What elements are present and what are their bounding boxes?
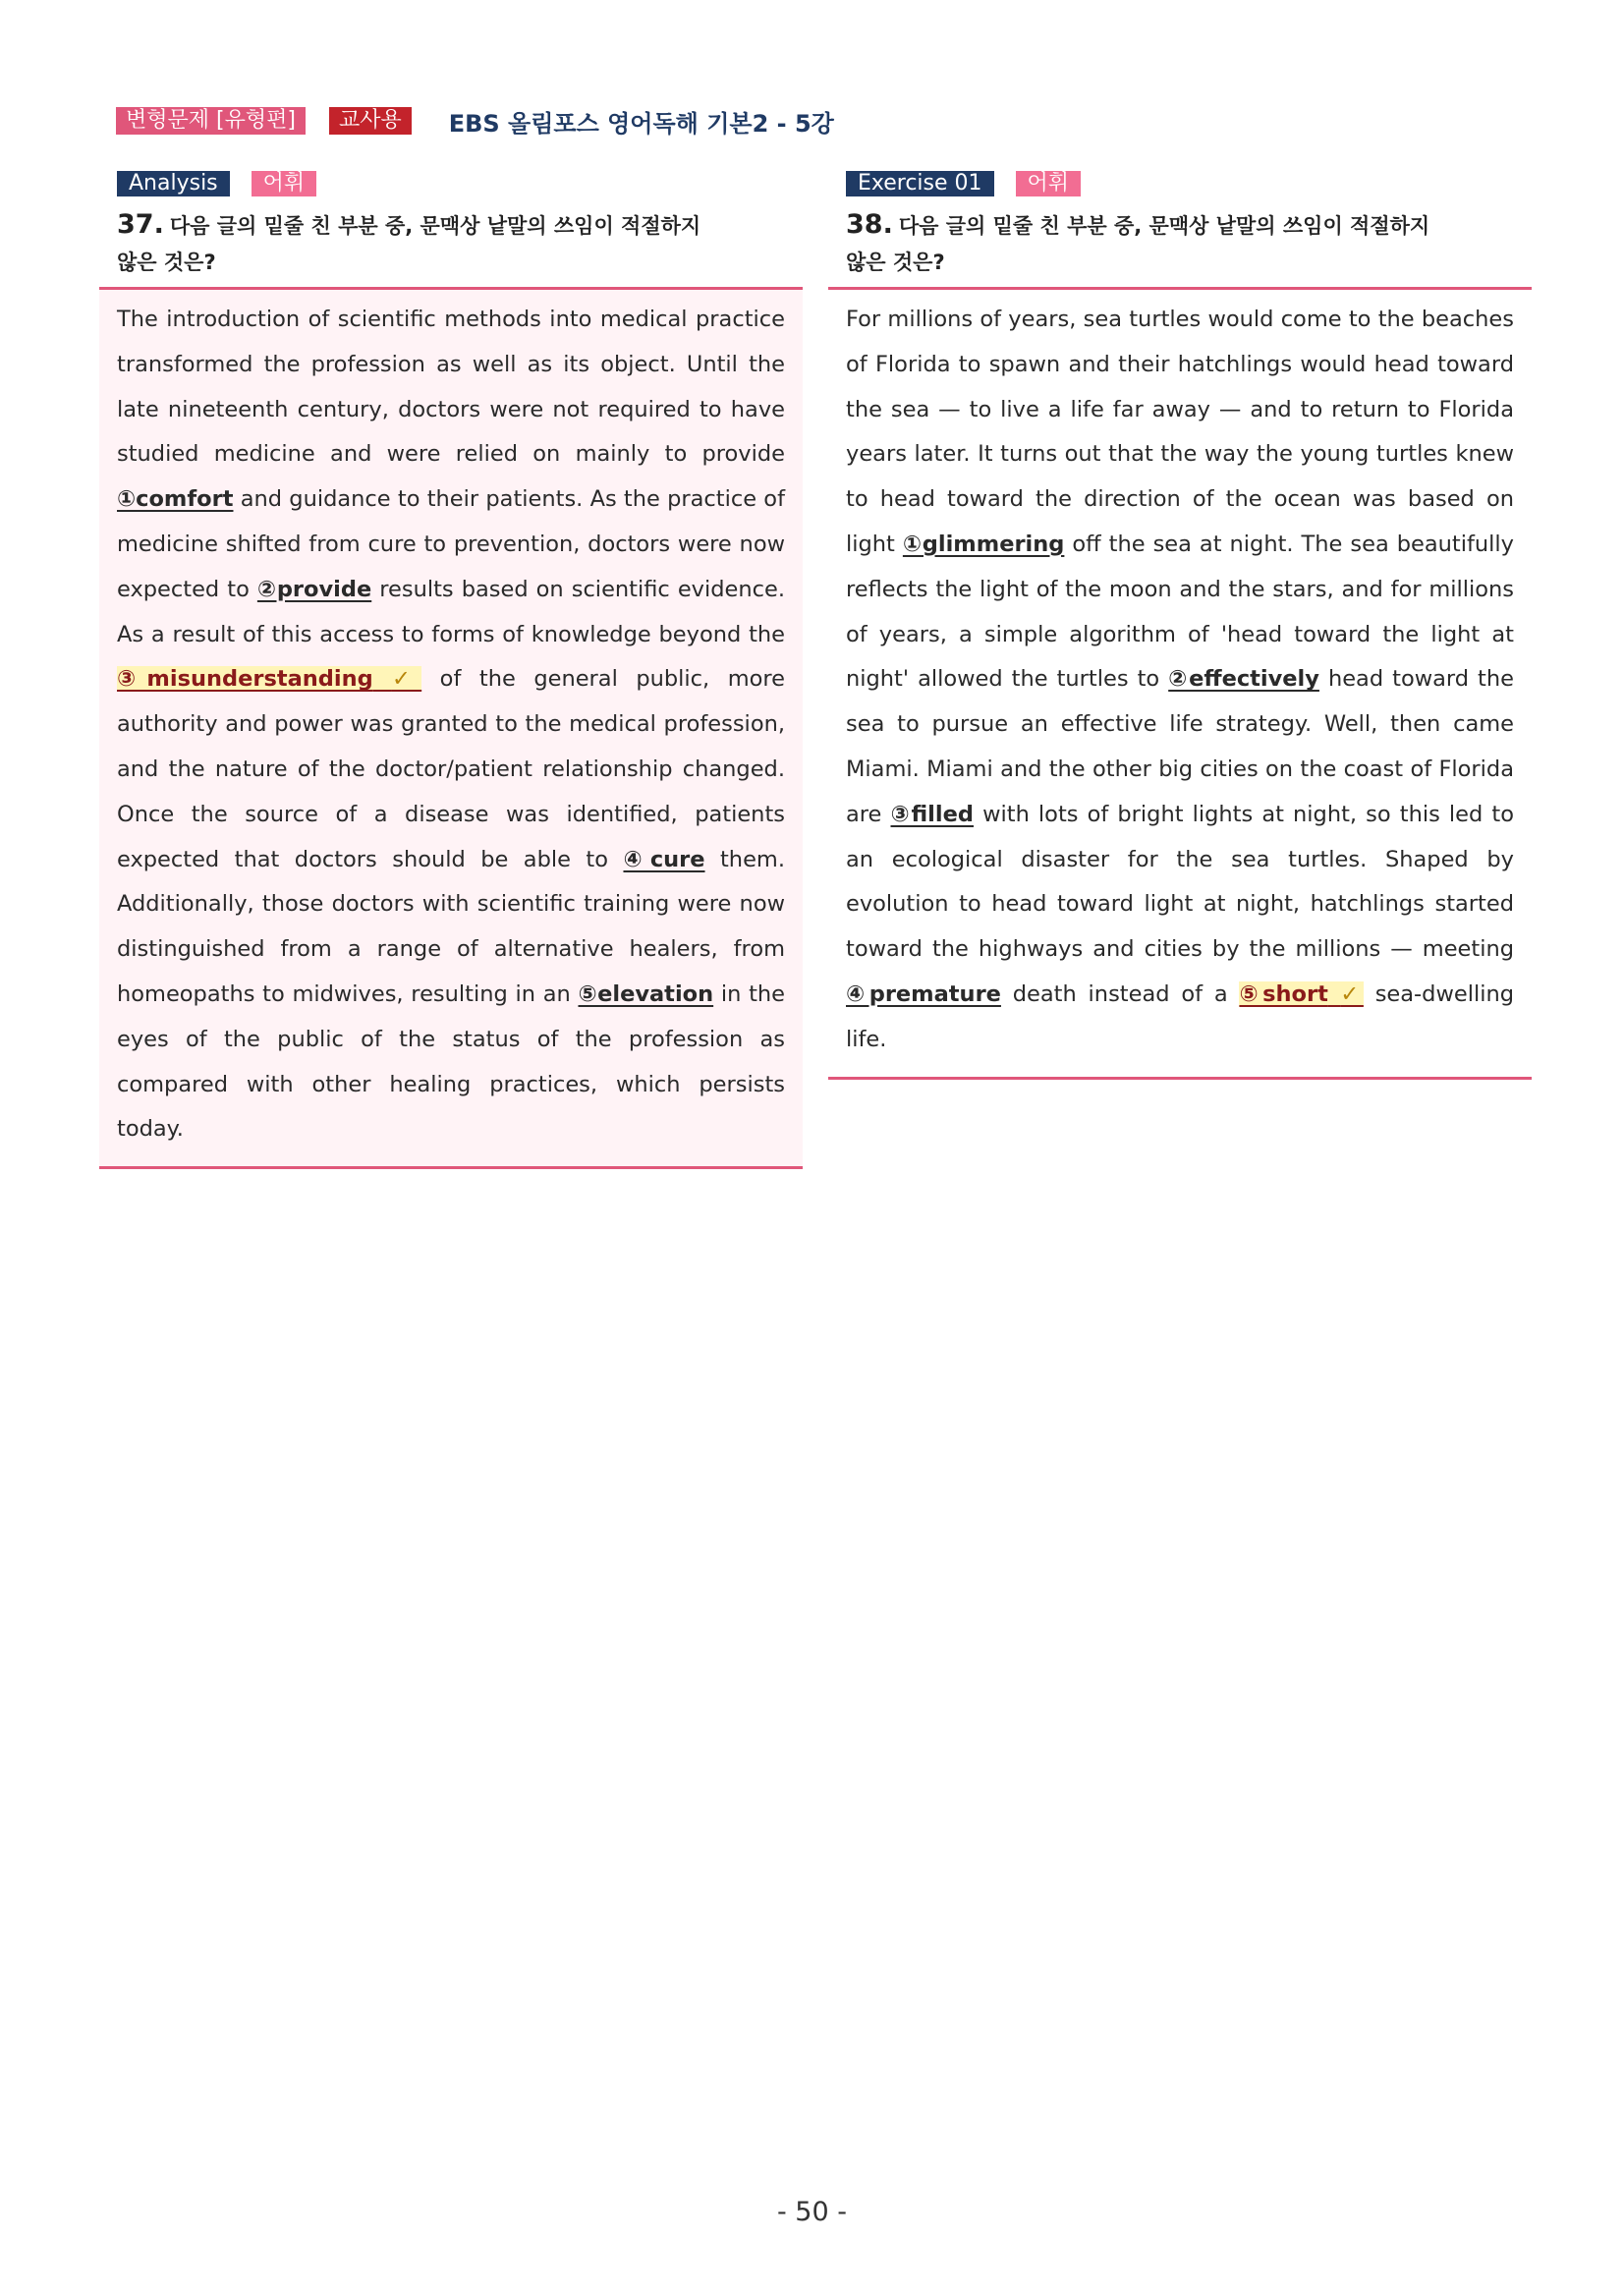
page-header	[116, 106, 834, 136]
choice-2: ②effectively	[1168, 666, 1319, 693]
passage-text: head toward the sea to pursue an effective life strategy. Well, then came Miami. Miami and the other big cities on the coast of Florida are	[846, 666, 1514, 827]
choice-3: ③misunderstanding	[117, 666, 373, 693]
left-column	[99, 169, 803, 1169]
passage-text: death instead of a	[1000, 980, 1240, 1007]
page-number: - 50 -	[776, 2197, 847, 2227]
book-title: EBS 올림포스 영어독해 기본2 - 5강	[448, 109, 834, 138]
exercise-label: Exercise 01	[846, 171, 994, 196]
right-column	[828, 169, 1532, 1080]
passage-text: off the sea at night. The sea beautifully reflects the light of the moon and the stars, and for millions of years, a simple algorithm of 'head toward the light at night' allowed the turtles to	[846, 531, 1514, 693]
question-number: 37.	[117, 209, 164, 240]
check-icon: ✓	[391, 666, 422, 693]
choice-5: ⑤elevation	[578, 980, 714, 1007]
question-text-line1: 다음 글의 밑줄 친 부분 중, 문맥상 낱말의 쓰임이 적절하지	[898, 214, 1430, 238]
passage-text: of the general public, more authority and power was granted to the medical profession, and the nature of the doctor/patient relationship changed. Once the source of a disease was identified, patients expected that doctors should be able to	[117, 666, 785, 872]
passage-text: in the eyes of the public of the status of the profession as compared with other healing practices, which persists today.	[117, 980, 786, 1143]
choice-2: ②provide	[256, 576, 372, 602]
choice-5-answer	[1239, 981, 1363, 1007]
right-labels	[828, 169, 1532, 198]
passage-text: and guidance to their patients. As the practice of medicine shifted from cure to prevention, doctors were now expected to	[117, 486, 785, 602]
vocab-label: 어휘	[1016, 171, 1082, 196]
choice-5: ⑤short	[1239, 980, 1328, 1007]
left-labels	[99, 169, 803, 198]
passage-text: sea-dwelling life.	[846, 980, 1514, 1052]
question-text-line2: 않은 것은?	[117, 251, 216, 274]
analysis-label: Analysis	[117, 171, 230, 196]
question-37	[99, 206, 803, 281]
passage-text: results based on scientific evidence. As a result of this access to forms of knowledge beyond the	[117, 576, 785, 647]
choice-1: ①comfort	[117, 486, 234, 513]
question-38	[828, 206, 1532, 281]
question-text-line2: 않은 것은?	[846, 251, 945, 274]
passage-text: with lots of bright lights at night, so this led to an ecological disaster for the sea turtles. Shaped by evolution to head toward light at night, hatchlings started toward the highways and cities by the millions — meeting	[846, 801, 1514, 963]
choice-3-answer	[117, 666, 421, 692]
passage-text: them. Additionally, those doctors with scientific training were now distinguished from a range of alternative healers, from homeopaths to midwives, resulting in an	[117, 846, 785, 1007]
passage-text: For millions of years, sea turtles would come to the beaches of Florida to spawn and their hatchlings would head toward the sea — to live a life far away — and to return to Florida years later. It turns out that the way the young turtles knew to head toward the direction of the ocean was based on light	[846, 307, 1514, 557]
choice-1: ①glimmering	[902, 531, 1065, 557]
passage-37	[99, 287, 803, 1169]
choice-4: ④cure	[623, 846, 705, 872]
check-icon: ✓	[1340, 980, 1364, 1007]
passage-text: The introduction of scientific methods into medical practice transformed the profession as well as its object. Until the late nineteenth century, doctors were not required to have studied medicine and were relied on mainly to provide	[117, 307, 785, 468]
choice-4: ④premature	[846, 980, 1001, 1007]
choice-3: ③filled	[890, 801, 974, 827]
vocab-label: 어휘	[252, 171, 317, 196]
variant-problem-tag: 변형문제 [유형편]	[116, 107, 306, 135]
question-text-line1: 다음 글의 밑줄 친 부분 중, 문맥상 낱말의 쓰임이 적절하지	[169, 214, 701, 238]
teacher-tag: 교사용	[329, 107, 412, 135]
question-number: 38.	[846, 209, 893, 240]
passage-38	[828, 287, 1532, 1080]
